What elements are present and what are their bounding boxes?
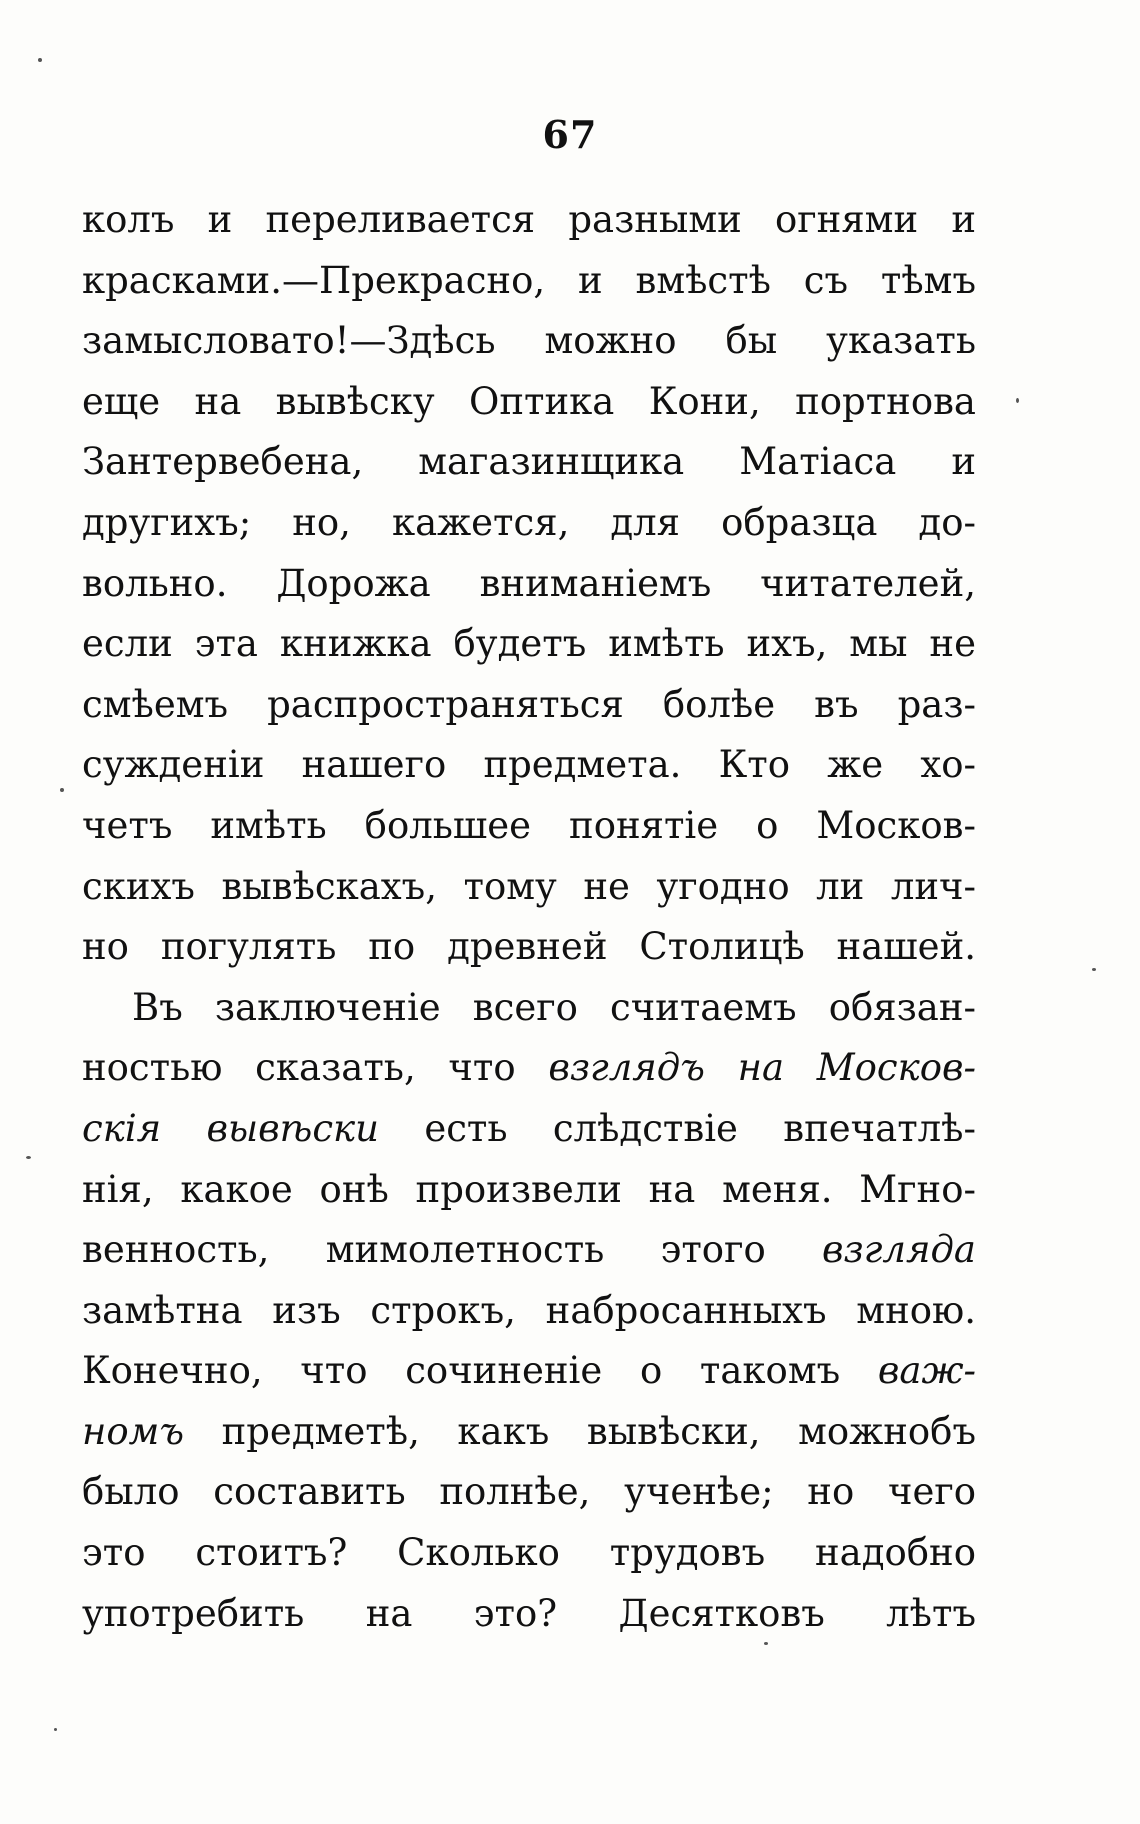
text-line: замѣтна изъ строкъ, набросанныхъ мною. bbox=[82, 1288, 976, 1332]
text-line: вольно. Дорожа вниманіемъ читателей, bbox=[82, 561, 976, 605]
italic-text: взгляда bbox=[822, 1228, 976, 1272]
text-line: Зантервебена, магазинщика Матіаса и bbox=[82, 440, 976, 484]
text-line: если эта книжка будетъ имѣть ихъ, мы не bbox=[82, 622, 976, 666]
scan-speck bbox=[38, 58, 42, 62]
italic-text: важ- bbox=[877, 1349, 976, 1393]
text-line: ностью сказать, что взглядъ на Москов- bbox=[82, 1046, 976, 1090]
text-line: было составить полнѣе, ученѣе; но чего bbox=[82, 1470, 976, 1514]
text-line: четъ имѣть большее понятіе о Москов- bbox=[82, 803, 976, 847]
scan-speck bbox=[54, 1728, 57, 1731]
scan-speck bbox=[26, 1156, 31, 1159]
italic-text: скія вывѣски bbox=[82, 1106, 379, 1150]
text-line: венность, мимолетность этого взгляда bbox=[82, 1228, 976, 1272]
text-line: красками.—Прекрасно, и вмѣстѣ съ тѣмъ bbox=[82, 258, 976, 302]
text-line: сужденіи нашего предмета. Кто же хо- bbox=[82, 743, 976, 787]
text-line: нія, какое онѣ произвели на меня. Мгно- bbox=[82, 1167, 976, 1211]
text-line: скихъ вывѣскахъ, тому не угодно ли лич- bbox=[82, 864, 976, 908]
scan-speck bbox=[764, 1642, 768, 1645]
text-line: Конечно, что сочиненіе о такомъ важ- bbox=[82, 1349, 976, 1393]
text-line: другихъ; но, кажется, для образца до- bbox=[82, 500, 976, 544]
text-line: употребить на это? Десятковъ лѣтъ bbox=[82, 1591, 976, 1635]
text-line: но погулять по древней Столицѣ нашей. bbox=[82, 925, 976, 969]
scan-speck bbox=[1016, 398, 1019, 403]
paragraph-start-line: Въ заключеніе всего считаемъ обязан- bbox=[132, 985, 976, 1029]
text-line: это стоитъ? Сколько трудовъ надобно bbox=[82, 1531, 976, 1575]
text-line: еще на вывѣску Оптика Кони, портнова bbox=[82, 379, 976, 423]
text-line: номъ предметѣ, какъ вывѣски, можнобъ bbox=[82, 1409, 976, 1453]
body-text bbox=[82, 190, 976, 1644]
scan-speck bbox=[60, 788, 64, 792]
page-number: 67 bbox=[542, 112, 598, 157]
text-line: скія вывѣски есть слѣдствіе впечатлѣ- bbox=[82, 1106, 976, 1150]
italic-text: взглядъ на Москов- bbox=[548, 1046, 976, 1090]
scan-speck bbox=[1092, 968, 1096, 971]
text-line: замысловато!—Здѣсь можно бы указать bbox=[82, 319, 976, 363]
text-line: смѣемъ распространяться болѣе въ раз- bbox=[82, 682, 976, 726]
italic-text: номъ bbox=[82, 1409, 184, 1453]
text-line: колъ и переливается разными огнями и bbox=[82, 198, 976, 241]
